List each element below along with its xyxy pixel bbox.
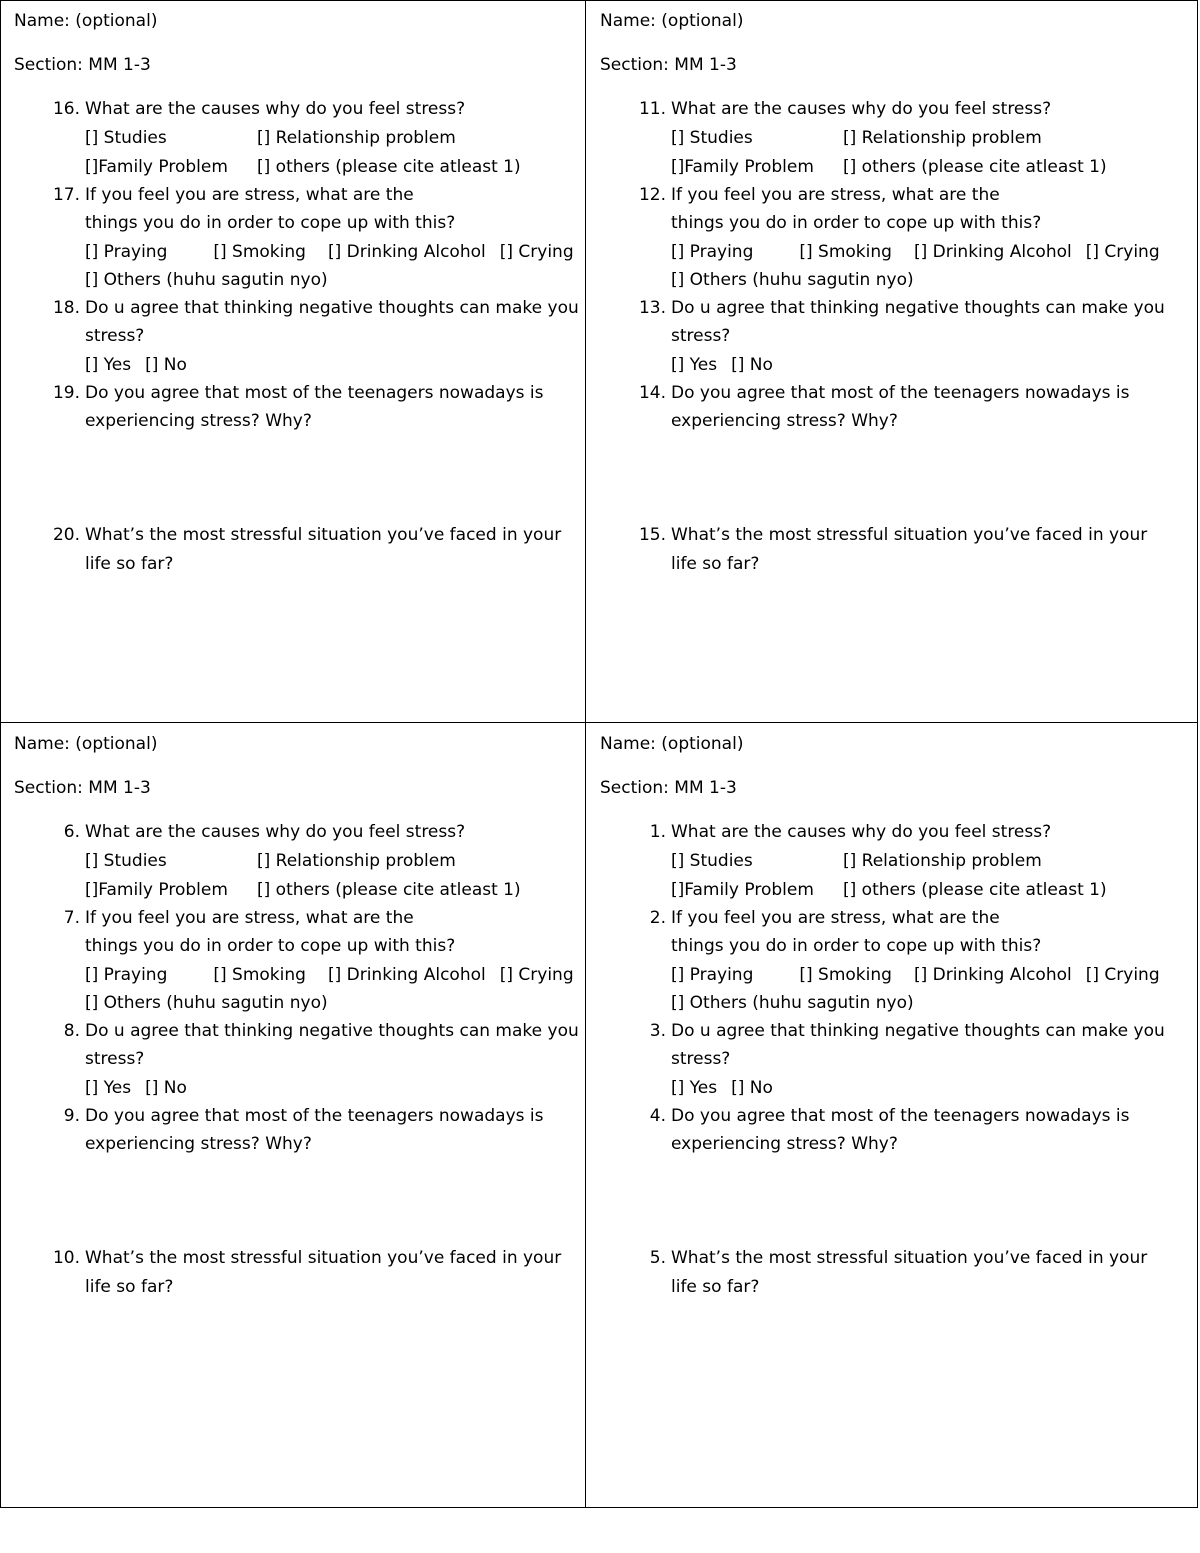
- question-causes: [671, 820, 1051, 844]
- question-text: life so far?: [671, 554, 760, 574]
- yes-no-options: [671, 353, 773, 377]
- question-number-text: 14.: [638, 383, 666, 403]
- question-situation-line1: [671, 523, 1147, 547]
- question-text: If you feel you are stress, what are the: [671, 908, 1000, 928]
- yes-no-options: [85, 1076, 187, 1100]
- question-cope-line1: [85, 183, 414, 207]
- question-teen-line1: [85, 1104, 543, 1128]
- question-text: What are the causes why do you feel stress?: [671, 99, 1052, 119]
- question-number: [639, 183, 666, 207]
- question-cope-line2: [85, 211, 455, 235]
- question-teen-line2: [85, 1132, 312, 1156]
- causes-options-row2: [671, 878, 1107, 902]
- checkbox-option-praying: [] Praying: [671, 242, 754, 262]
- checkbox-option-praying: [] Praying: [85, 242, 168, 262]
- question-negative-line1: [671, 1019, 1165, 1043]
- question-negative-line1: [85, 1019, 579, 1043]
- checkbox-option-praying: [] Praying: [671, 965, 754, 985]
- question-situation-line2: [671, 552, 759, 576]
- question-text: stress?: [85, 1049, 145, 1069]
- question-text: If you feel you are stress, what are the: [85, 185, 414, 205]
- question-text: Do you agree that most of the teenagers nowadays is: [85, 383, 544, 403]
- checkbox-option-others: [] Others (huhu sagutin nyo): [85, 993, 328, 1013]
- question-situation-line2: [85, 1275, 173, 1299]
- question-text: If you feel you are stress, what are the: [85, 908, 414, 928]
- question-number: [53, 97, 80, 121]
- question-number: [53, 296, 80, 320]
- question-teen-line2: [671, 409, 898, 433]
- question-cope-line1: [671, 183, 1000, 207]
- checkbox-option-relationship: [] Relationship problem: [843, 851, 1042, 871]
- question-teen-line1: [671, 381, 1129, 405]
- checkbox-option-others: [] others (please cite atleast 1): [843, 880, 1107, 900]
- checkbox-option-yes: [] Yes: [671, 1078, 718, 1098]
- causes-options-row1: [85, 126, 456, 150]
- question-situation-line2: [671, 1275, 759, 1299]
- question-negative-line2: [671, 324, 730, 348]
- cope-options-others: [85, 991, 328, 1015]
- question-number-text: 13.: [638, 298, 666, 318]
- checkbox-option-smoking: [] Smoking: [213, 242, 306, 262]
- question-teen-line1: [671, 1104, 1129, 1128]
- checkbox-option-no: [] No: [145, 355, 187, 375]
- question-situation-line1: [671, 1246, 1147, 1270]
- question-number: [650, 906, 666, 930]
- name-label: [600, 9, 743, 33]
- question-causes: [85, 820, 465, 844]
- question-cope-line1: [671, 906, 1000, 930]
- question-number: [650, 820, 666, 844]
- question-text: experiencing stress? Why?: [85, 411, 312, 431]
- question-teen-line2: [671, 1132, 898, 1156]
- checkbox-option-studies: [] Studies: [671, 851, 753, 871]
- question-text: What’s the most stressful situation you’ve faced in your: [85, 525, 562, 545]
- question-text: What’s the most stressful situation you’ve faced in your: [671, 525, 1148, 545]
- question-text: things you do in order to cope up with this?: [671, 213, 1042, 233]
- name-label-text: Name: (optional): [600, 11, 744, 31]
- question-number: [64, 1104, 80, 1128]
- question-number: [650, 1019, 666, 1043]
- name-label-text: Name: (optional): [14, 11, 158, 31]
- question-text: life so far?: [85, 1277, 174, 1297]
- question-text: things you do in order to cope up with this?: [85, 936, 456, 956]
- name-label: [14, 9, 157, 33]
- question-text: If you feel you are stress, what are the: [671, 185, 1000, 205]
- question-cope-line2: [85, 934, 455, 958]
- question-negative-line2: [671, 1047, 730, 1071]
- question-text: experiencing stress? Why?: [671, 411, 898, 431]
- survey-form-4: [586, 723, 1170, 1443]
- yes-no-options: [671, 1076, 773, 1100]
- name-label-text: Name: (optional): [600, 734, 744, 754]
- question-text: experiencing stress? Why?: [85, 1134, 312, 1154]
- question-text: experiencing stress? Why?: [671, 1134, 898, 1154]
- checkbox-option-no: [] No: [731, 355, 773, 375]
- question-number-text: 9.: [63, 1106, 80, 1126]
- checkbox-option-relationship: [] Relationship problem: [257, 128, 456, 148]
- question-text: Do you agree that most of the teenagers nowadays is: [671, 1106, 1130, 1126]
- checkbox-option-studies: [] Studies: [671, 128, 753, 148]
- causes-options-row2: [85, 878, 521, 902]
- question-number-text: 19.: [52, 383, 80, 403]
- question-text: stress?: [85, 326, 145, 346]
- question-number: [64, 820, 80, 844]
- survey-form-2: [586, 0, 1170, 720]
- question-number-text: 7.: [63, 908, 80, 928]
- cope-options-row: [671, 963, 1160, 987]
- section-label: [600, 776, 737, 800]
- cope-options-row: [671, 240, 1160, 264]
- checkbox-option-others: [] Others (huhu sagutin nyo): [85, 270, 328, 290]
- checkbox-option-others: [] Others (huhu sagutin nyo): [671, 993, 914, 1013]
- checkbox-option-others: [] Others (huhu sagutin nyo): [671, 270, 914, 290]
- cope-options-others: [85, 268, 328, 292]
- question-text: things you do in order to cope up with this?: [671, 936, 1042, 956]
- question-number-text: 5.: [649, 1248, 666, 1268]
- question-number-text: 12.: [638, 185, 666, 205]
- question-situation-line1: [85, 1246, 561, 1270]
- yes-no-options: [85, 353, 187, 377]
- question-number: [53, 381, 80, 405]
- question-number-text: 16.: [52, 99, 80, 119]
- checkbox-option-others: [] others (please cite atleast 1): [257, 880, 521, 900]
- question-text: Do u agree that thinking negative thoughts can make you: [671, 298, 1165, 318]
- question-text: stress?: [671, 326, 731, 346]
- checkbox-option-crying: [] Crying: [499, 242, 574, 262]
- question-text: Do u agree that thinking negative thoughts can make you: [85, 298, 579, 318]
- question-text: life so far?: [671, 1277, 760, 1297]
- question-teen-line1: [85, 381, 543, 405]
- question-text: Do you agree that most of the teenagers nowadays is: [671, 383, 1130, 403]
- checkbox-option-smoking: [] Smoking: [213, 965, 306, 985]
- question-text: stress?: [671, 1049, 731, 1069]
- question-text: What are the causes why do you feel stress?: [671, 822, 1052, 842]
- question-cope-line1: [85, 906, 414, 930]
- checkbox-option-family: []Family Problem: [671, 880, 814, 900]
- causes-options-row2: [85, 155, 521, 179]
- cope-options-others: [671, 991, 914, 1015]
- question-number: [64, 1019, 80, 1043]
- checkbox-option-relationship: [] Relationship problem: [843, 128, 1042, 148]
- question-cope-line2: [671, 211, 1041, 235]
- checkbox-option-praying: [] Praying: [85, 965, 168, 985]
- question-number: [53, 183, 80, 207]
- question-number-text: 8.: [63, 1021, 80, 1041]
- question-number-text: 1.: [649, 822, 666, 842]
- section-label: [14, 53, 151, 77]
- checkbox-option-no: [] No: [731, 1078, 773, 1098]
- question-number-text: 2.: [649, 908, 666, 928]
- question-number-text: 6.: [63, 822, 80, 842]
- question-situation-line1: [85, 523, 561, 547]
- question-number-text: 11.: [638, 99, 666, 119]
- question-number: [639, 296, 666, 320]
- question-situation-line2: [85, 552, 173, 576]
- question-number: [650, 1246, 666, 1270]
- checkbox-option-smoking: [] Smoking: [799, 242, 892, 262]
- name-label: [600, 732, 743, 756]
- checkbox-option-others: [] others (please cite atleast 1): [257, 157, 521, 177]
- question-text: things you do in order to cope up with this?: [85, 213, 456, 233]
- checkbox-option-smoking: [] Smoking: [799, 965, 892, 985]
- checkbox-option-drinking: [] Drinking Alcohol: [913, 965, 1072, 985]
- checkbox-option-drinking: [] Drinking Alcohol: [913, 242, 1072, 262]
- question-number-text: 15.: [638, 525, 666, 545]
- question-number-text: 10.: [52, 1248, 80, 1268]
- section-label-text: Section: MM 1-3: [14, 55, 151, 75]
- question-text: What are the causes why do you feel stress?: [85, 99, 466, 119]
- question-number: [639, 381, 666, 405]
- section-label: [600, 53, 737, 77]
- question-number: [650, 1104, 666, 1128]
- question-negative-line1: [85, 296, 579, 320]
- checkbox-option-yes: [] Yes: [85, 1078, 132, 1098]
- checkbox-option-family: []Family Problem: [85, 880, 228, 900]
- question-number: [64, 906, 80, 930]
- checkbox-option-crying: [] Crying: [1085, 242, 1160, 262]
- causes-options-row1: [671, 126, 1042, 150]
- question-causes: [85, 97, 465, 121]
- question-number: [639, 523, 666, 547]
- survey-form-1: [0, 0, 584, 720]
- question-number: [53, 523, 80, 547]
- checkbox-option-studies: [] Studies: [85, 851, 167, 871]
- checkbox-option-no: [] No: [145, 1078, 187, 1098]
- question-negative-line2: [85, 1047, 144, 1071]
- question-number-text: 20.: [52, 525, 80, 545]
- section-label: [14, 776, 151, 800]
- question-number: [639, 97, 666, 121]
- question-text: life so far?: [85, 554, 174, 574]
- checkbox-option-yes: [] Yes: [671, 355, 718, 375]
- checkbox-option-studies: [] Studies: [85, 128, 167, 148]
- question-cope-line2: [671, 934, 1041, 958]
- question-number-text: 18.: [52, 298, 80, 318]
- question-text: What’s the most stressful situation you’ve faced in your: [85, 1248, 562, 1268]
- question-number: [53, 1246, 80, 1270]
- checkbox-option-drinking: [] Drinking Alcohol: [327, 965, 486, 985]
- section-label-text: Section: MM 1-3: [600, 778, 737, 798]
- checkbox-option-family: []Family Problem: [85, 157, 228, 177]
- checkbox-option-drinking: [] Drinking Alcohol: [327, 242, 486, 262]
- section-label-text: Section: MM 1-3: [600, 55, 737, 75]
- survey-form-3: [0, 723, 584, 1443]
- checkbox-option-family: []Family Problem: [671, 157, 814, 177]
- question-number-text: 3.: [649, 1021, 666, 1041]
- question-text: What are the causes why do you feel stress?: [85, 822, 466, 842]
- cope-options-others: [671, 268, 914, 292]
- name-label: [14, 732, 157, 756]
- question-text: Do u agree that thinking negative thoughts can make you: [85, 1021, 579, 1041]
- question-text: What’s the most stressful situation you’ve faced in your: [671, 1248, 1148, 1268]
- question-negative-line2: [85, 324, 144, 348]
- cope-options-row: [85, 240, 574, 264]
- cope-options-row: [85, 963, 574, 987]
- question-teen-line2: [85, 409, 312, 433]
- question-text: Do u agree that thinking negative thoughts can make you: [671, 1021, 1165, 1041]
- checkbox-option-crying: [] Crying: [499, 965, 574, 985]
- question-number-text: 4.: [649, 1106, 666, 1126]
- question-number-text: 17.: [52, 185, 80, 205]
- question-causes: [671, 97, 1051, 121]
- checkbox-option-relationship: [] Relationship problem: [257, 851, 456, 871]
- section-label-text: Section: MM 1-3: [14, 778, 151, 798]
- checkbox-option-others: [] others (please cite atleast 1): [843, 157, 1107, 177]
- causes-options-row1: [671, 849, 1042, 873]
- question-text: Do you agree that most of the teenagers nowadays is: [85, 1106, 544, 1126]
- causes-options-row1: [85, 849, 456, 873]
- causes-options-row2: [671, 155, 1107, 179]
- question-negative-line1: [671, 296, 1165, 320]
- checkbox-option-yes: [] Yes: [85, 355, 132, 375]
- checkbox-option-crying: [] Crying: [1085, 965, 1160, 985]
- name-label-text: Name: (optional): [14, 734, 158, 754]
